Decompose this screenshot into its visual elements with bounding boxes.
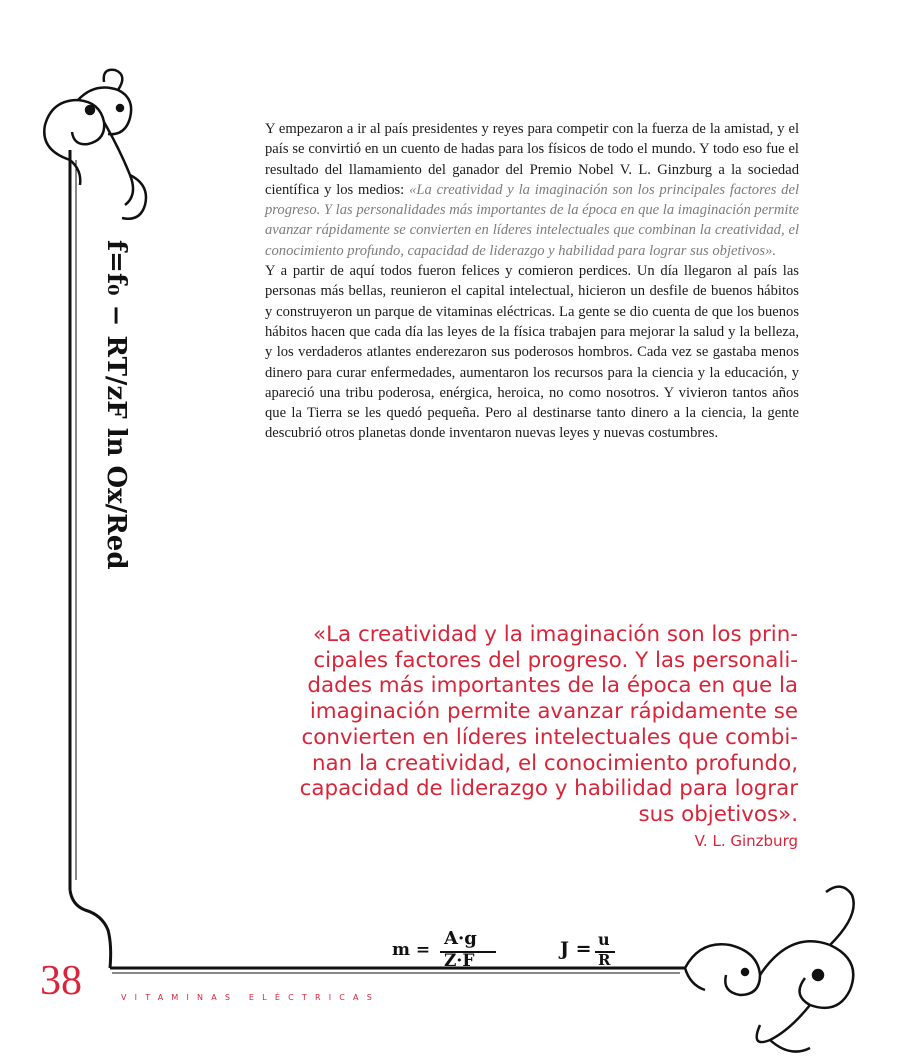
paragraph-2: Y a partir de aquí todos fueron felices y comieron perdices. Un día llegaron al país las personas más bellas, reunieron el capital intelectual, hicieron un desfile de buenos hábitos y construyeron un parque de vitaminas eléctricas. La gente se dio cuenta de que los buenos hábitos hacen que cada día las leyes de la física trabajen para mejorar la salud y la belleza, y los verdaderos atlantes enderezaron sus poderosos hombros. Cada vez se gastaba menos dinero para curar enfermedades, aumentaron los recursos para la ciencia y la educación, y apareció una tribu poderosa, enérgica, heroica, no como nosotros. Y vivieron tantos años que la Tierra se les quedó pequeña. Pero al destinarse tanto dinero a la ciencia, la gente descubrió otros planetas donde inventaron nuevas leyes y nuevas costumbres. [265, 263, 799, 442]
pull-quote-line: cipales factores del progreso. Y las personali- [313, 647, 798, 673]
pull-quote-line: imaginación permite avanzar rápidamente se [309, 699, 798, 725]
pull-quote-attribution: V. L. Ginzburg [694, 831, 798, 850]
vertical-formula-ornament [78, 240, 131, 570]
running-head: VITAMINAS ELÉCTRICAS [121, 993, 381, 1002]
formula-j [560, 930, 630, 970]
page-number: 38 [40, 958, 82, 1004]
formula-j-numerator: u [598, 930, 610, 949]
pull-quote [236, 622, 798, 852]
pull-quote-line: sus objetivos». [638, 801, 798, 827]
pull-quote-line: nan la creatividad, el conocimiento profundo, [312, 750, 798, 776]
pull-quote-line: dades más importantes de la época en que la [307, 673, 798, 699]
pull-quote-line: convierten en líderes intelectuales que combi- [301, 724, 798, 750]
paragraph-1 [265, 119, 799, 261]
formula-j-denominator: R [598, 951, 611, 969]
top-left-flourish [44, 70, 146, 219]
formula-m [392, 930, 522, 970]
formula-j-lhs: J = [560, 938, 592, 960]
formula-m-numerator: A·g [444, 928, 477, 949]
pull-quote-line: «La creatividad y la imaginación son los prin- [313, 622, 798, 647]
paragraph-1-intro: Y empezaron a ir al país presidentes y reyes para competir con la fuerza de la amistad, y el país se convirtió en un cuento de hadas para los físicos de todo el mundo. Y todo eso fue el resultado del llamamiento del ganador del Premio Nobel V. L. Ginzburg a la sociedad científica y los medios: [265, 121, 799, 198]
pull-quote-line: capacidad de liderazgo y habilidad para lograr [299, 776, 798, 802]
formula-m-lhs: m = [392, 940, 431, 960]
formula-m-denominator: Z·F [444, 951, 475, 971]
body-text [265, 119, 799, 444]
svg-text:f=f₀ − RT/zF ln Ox/Red: f=f₀ − RT/zF ln Ox/Red [101, 240, 131, 570]
bottom-right-flourish [685, 887, 854, 1052]
inline-quote: «La creatividad y la imaginación son los principales factores del progreso. Y las personalidades más importantes de la época en que la imaginación permite avanzar rápidamente se convierten en líderes intelectuales que combinan la creatividad, el conocimiento profundo, capacidad de liderazgo y habilidad para lograr sus objetivos». [265, 181, 800, 259]
